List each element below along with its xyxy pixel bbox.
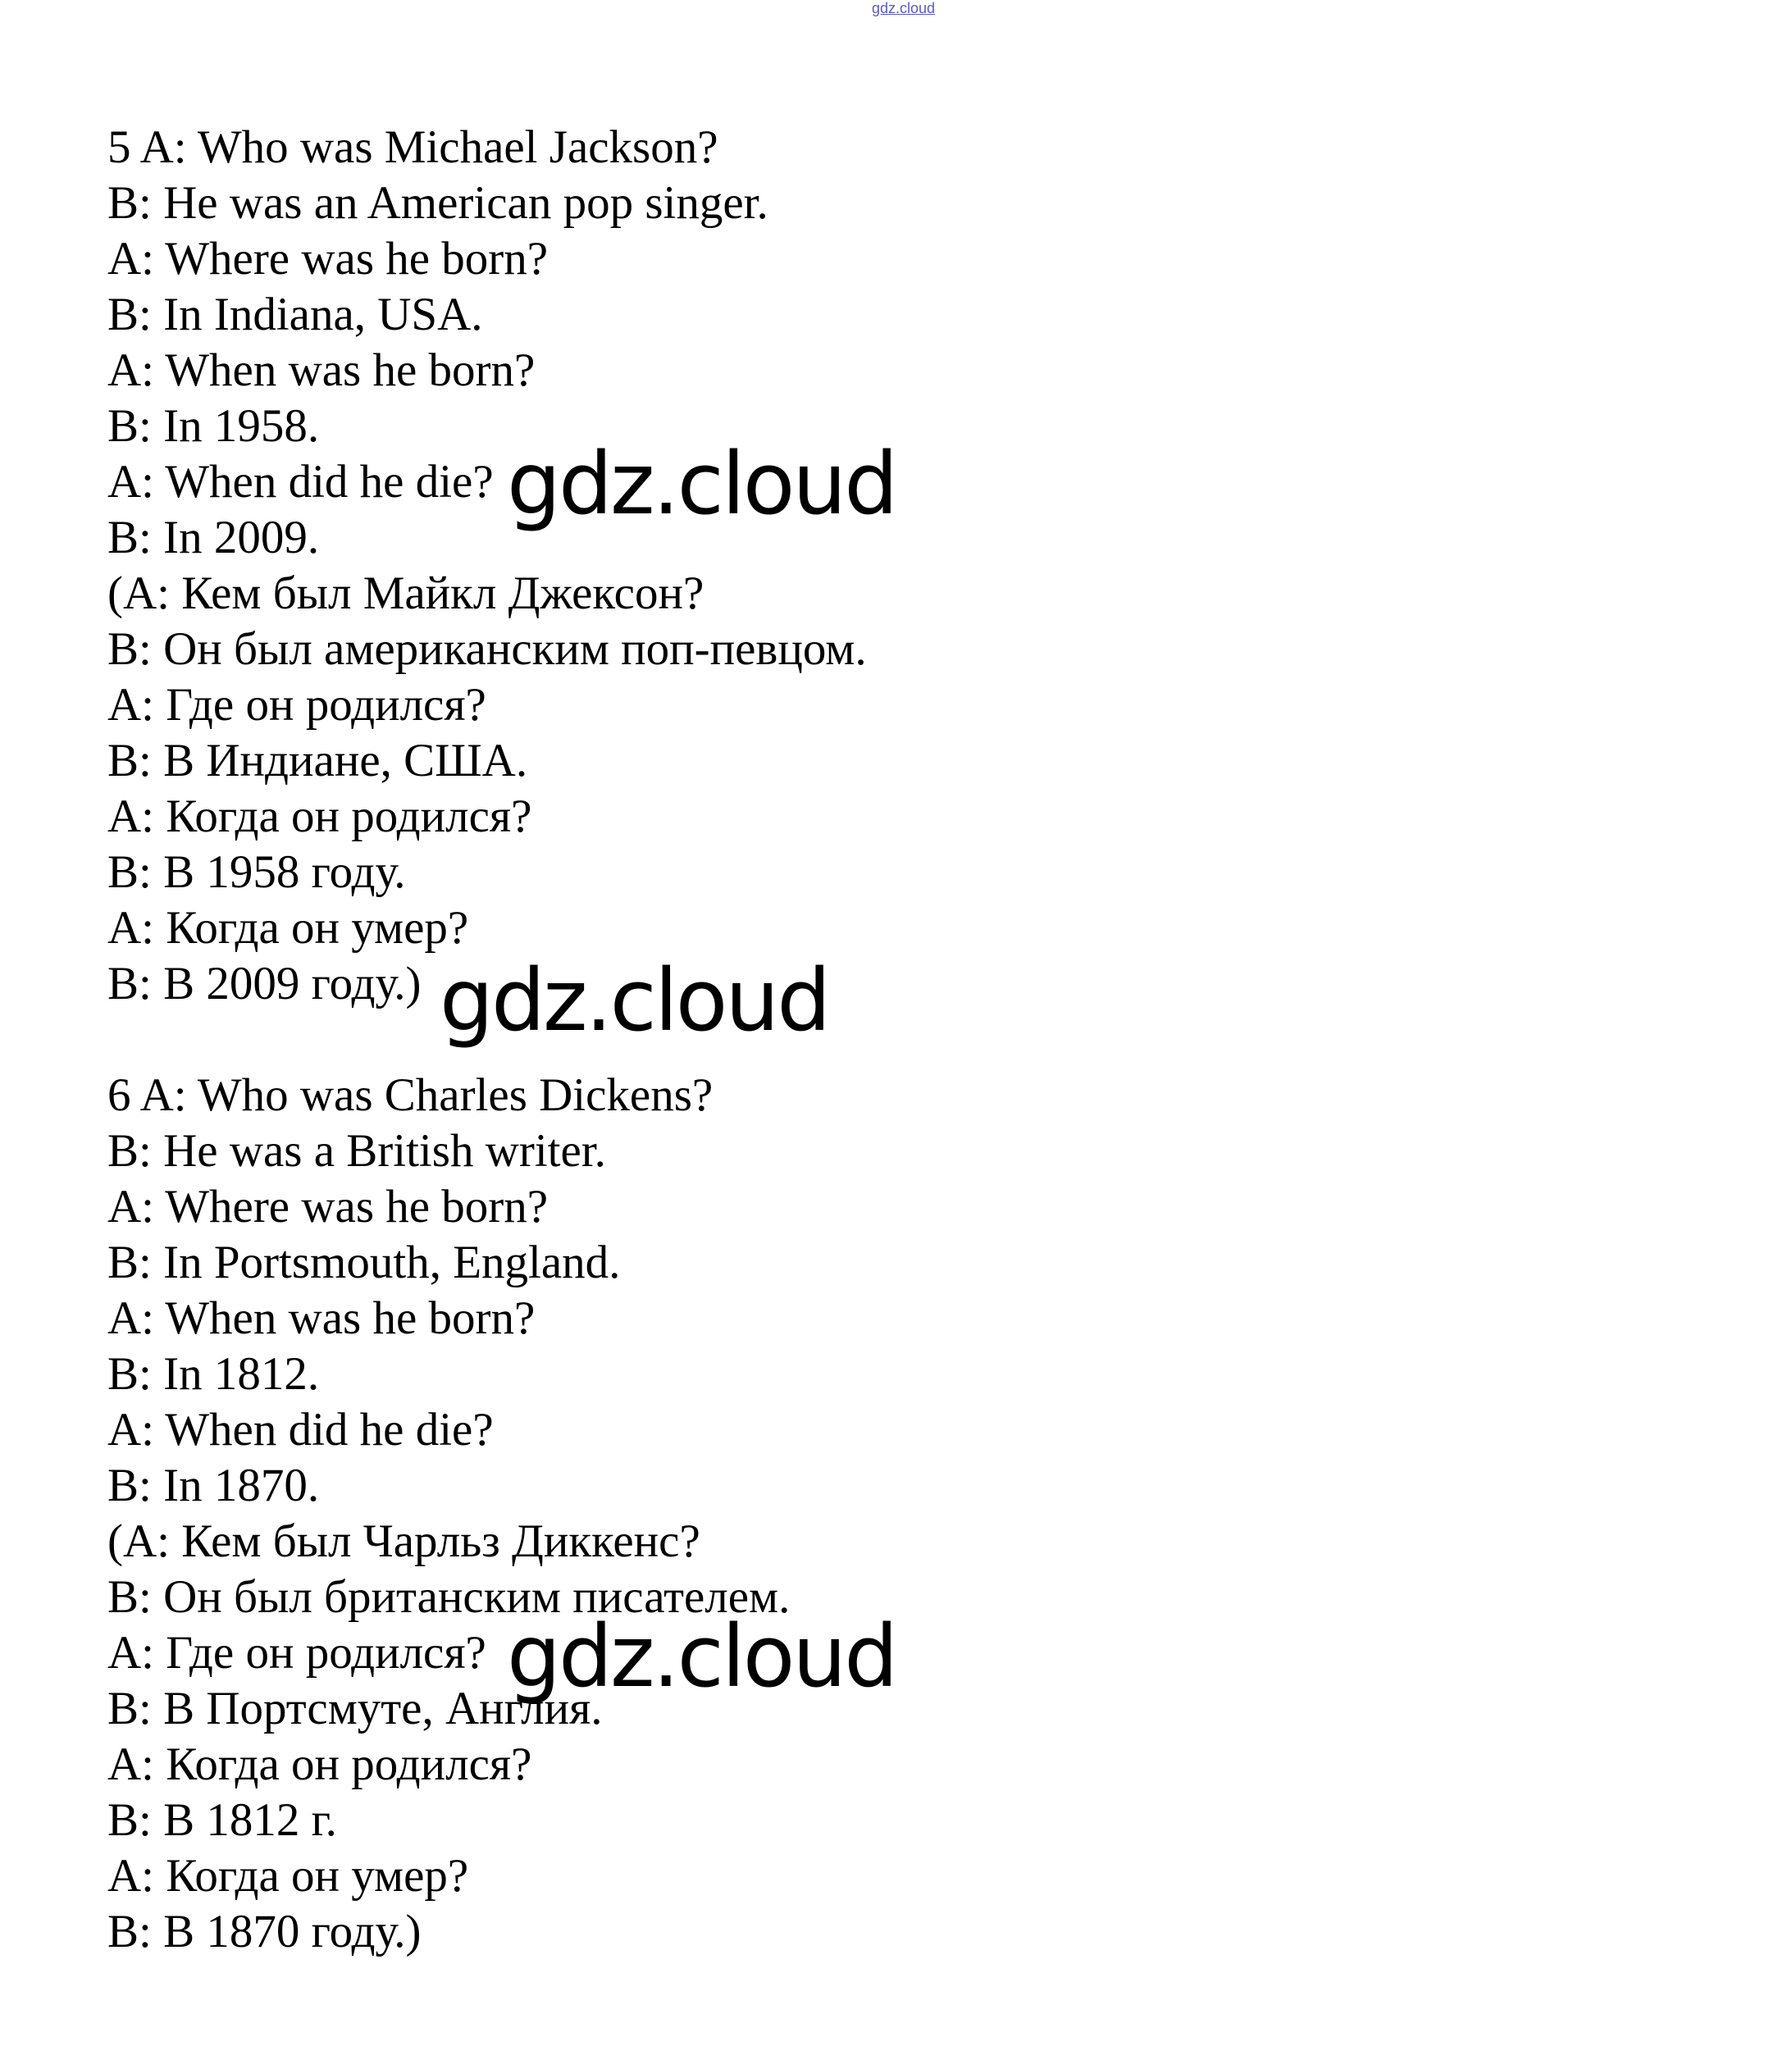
- translation-line: A: Когда он родился?: [107, 1738, 532, 1790]
- dialogue-line: B: He was an American pop singer.: [107, 177, 768, 229]
- site-link[interactable]: gdz.cloud: [872, 0, 936, 16]
- dialogue-line: B: In 1812.: [107, 1348, 320, 1400]
- dialogue-line: B: In 1870.: [107, 1460, 320, 1511]
- translation-line: B: В 2009 году.): [107, 958, 422, 1009]
- translation-line: B: В 1812 г.: [107, 1794, 337, 1846]
- watermark: gdz.cloud: [507, 434, 896, 534]
- translation-line: A: Где он родился?: [107, 679, 486, 731]
- dialogue-line: B: In 1958.: [107, 400, 320, 452]
- translation-line: (A: Кем был Майкл Джексон?: [107, 567, 704, 619]
- dialogue-line: 5 A: Who was Michael Jackson?: [107, 121, 718, 173]
- translation-line: A: Когда он родился?: [107, 791, 532, 842]
- dialogue-line: A: When was he born?: [107, 1292, 536, 1344]
- dialogue-line: A: When did he die?: [107, 456, 494, 508]
- translation-line: B: В 1958 году.: [107, 846, 406, 898]
- translation-line: A: Когда он умер?: [107, 1850, 469, 1902]
- exercise-5-dialogue: [107, 120, 867, 1012]
- dialogue-line: B: In Portsmouth, England.: [107, 1237, 621, 1288]
- translation-line: B: Он был американским поп-певцом.: [107, 623, 867, 675]
- translation-line: B: В 1870 году.): [107, 1906, 422, 1957]
- dialogue-line: A: When did he die?: [107, 1404, 494, 1456]
- dialogue-line: B: In Indiana, USA.: [107, 289, 483, 340]
- translation-line: B: В Индиане, США.: [107, 735, 528, 786]
- dialogue-line: A: Where was he born?: [107, 233, 549, 285]
- translation-line: A: Когда он умер?: [107, 902, 469, 954]
- translation-line: B: В Портсмуте, Англия.: [107, 1683, 603, 1734]
- dialogue-line: B: In 2009.: [107, 512, 320, 563]
- dialogue-line: 6 A: Who was Charles Dickens?: [107, 1069, 714, 1121]
- translation-line: B: Он был британским писателем.: [107, 1571, 791, 1623]
- dialogue-line: B: He was a British writer.: [107, 1125, 606, 1177]
- translation-line: (A: Кем был Чарльз Диккенс?: [107, 1515, 700, 1567]
- exercise-6-dialogue: [107, 1068, 790, 1960]
- watermark: gdz.cloud: [440, 950, 829, 1050]
- dialogue-line: A: Where was he born?: [107, 1181, 549, 1233]
- watermark: gdz.cloud: [507, 1606, 896, 1706]
- translation-line: A: Где он родился?: [107, 1627, 486, 1679]
- dialogue-line: A: When was he born?: [107, 344, 536, 396]
